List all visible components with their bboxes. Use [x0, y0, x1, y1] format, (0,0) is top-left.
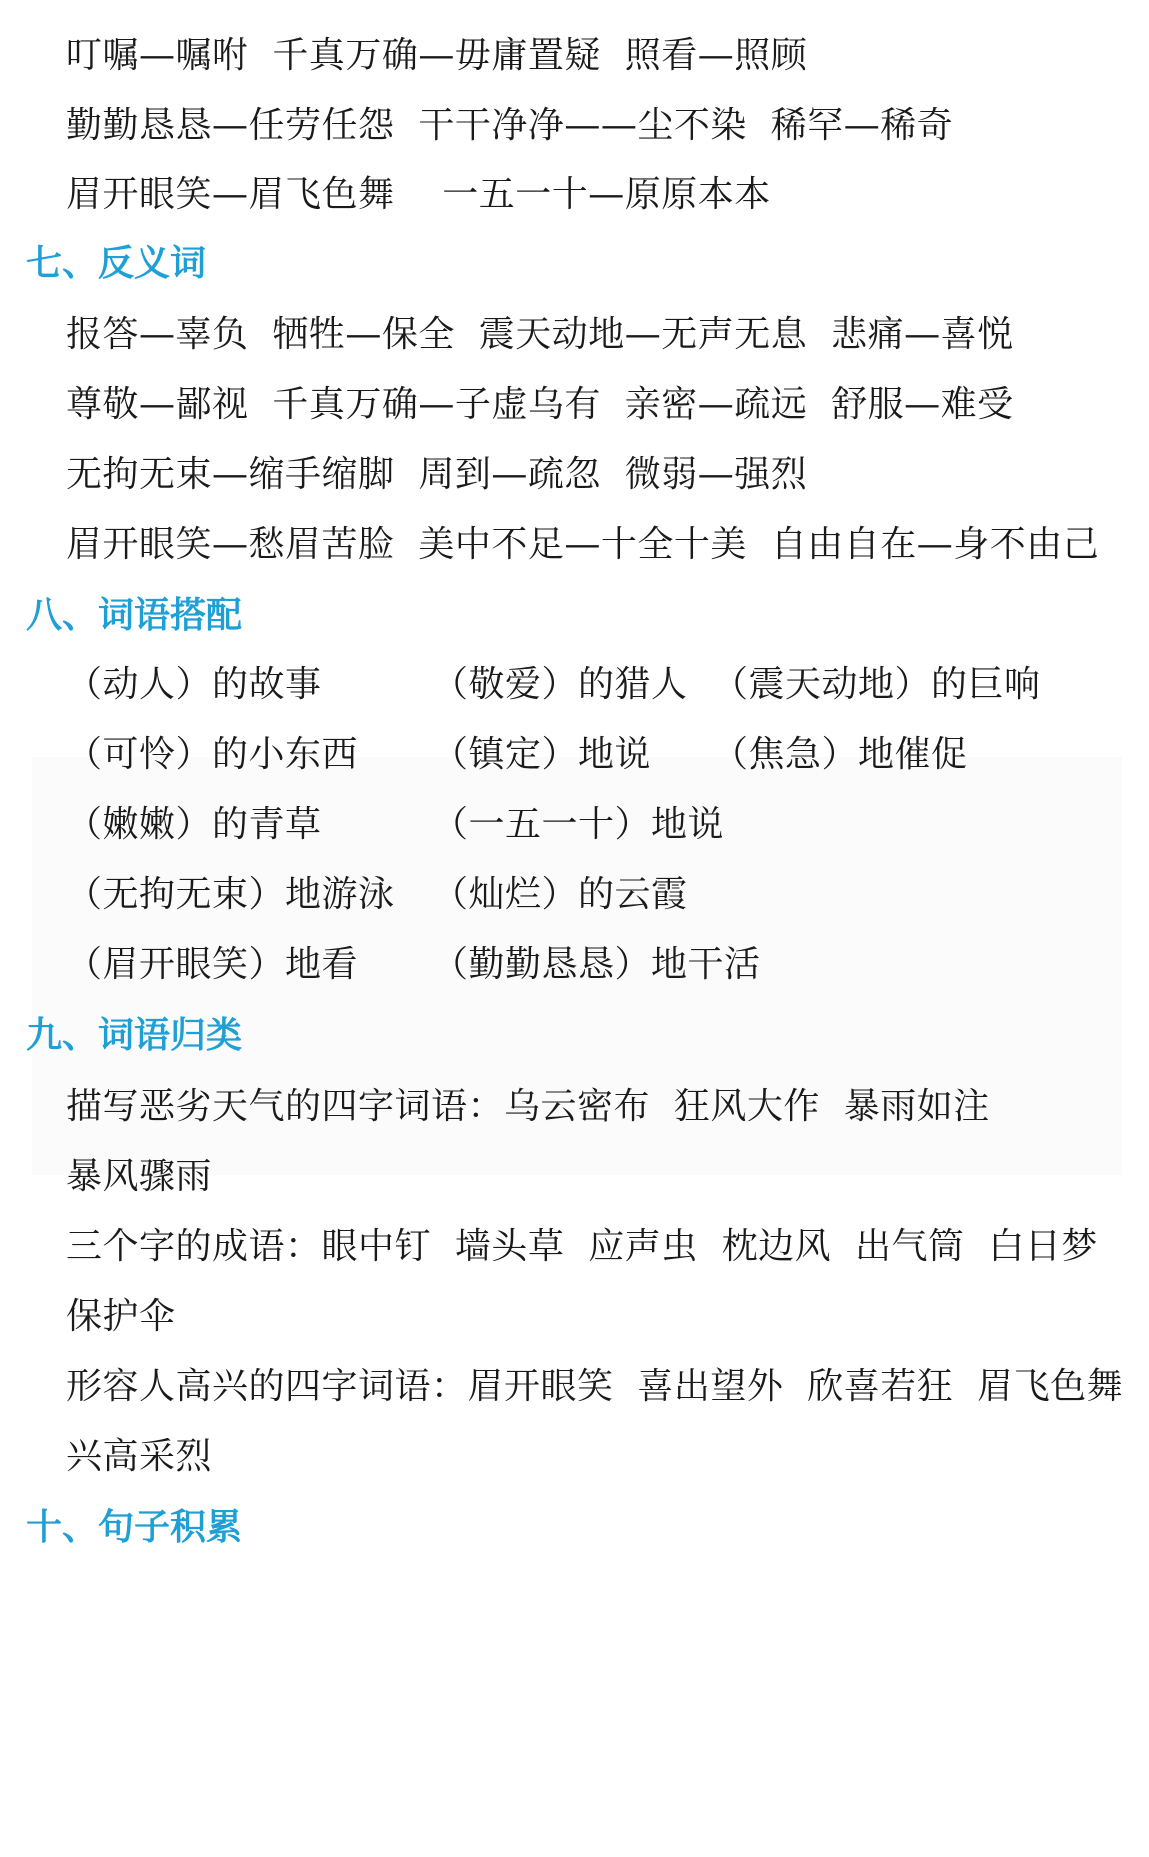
intro-line-3: 眉开眼笑—眉飞色舞 一五一十—原原本本	[66, 174, 771, 215]
section-heading-antonyms: 七、反义词	[26, 243, 207, 284]
section-heading-collocations: 八、词语搭配	[26, 595, 243, 636]
classification-line-5: 形容人高兴的四字词语：眉开眼笑 喜出望外 欣喜若狂 眉飞色舞	[66, 1366, 1124, 1407]
section-heading-classification: 九、词语归类	[26, 1015, 243, 1056]
classification-line-1: 描写恶劣天气的四字词语：乌云密布 狂风大作 暴雨如注	[66, 1086, 990, 1127]
classification-line-2: 暴风骤雨	[66, 1156, 213, 1197]
classification-line-3: 三个字的成语：眼中钉 墙头草 应声虫 枕边风 出气筒 白日梦	[66, 1226, 1098, 1267]
collocation-cell: （勤勤恳恳）地干活	[432, 944, 761, 985]
section-heading-sentences: 十、句子积累	[26, 1507, 243, 1548]
classification-line-4: 保护伞	[66, 1296, 176, 1337]
classification-line-6: 兴高采烈	[66, 1436, 213, 1477]
collocation-cell: （镇定）地说	[432, 734, 652, 775]
collocation-cell: （眉开眼笑）地看	[66, 944, 359, 985]
collocation-cell: （焦急）地催促	[712, 734, 968, 775]
intro-line-1: 叮嘱—嘱咐 千真万确—毋庸置疑 照看—照顾	[66, 35, 808, 76]
antonym-line-3: 无拘无束—缩手缩脚 周到—疏忽 微弱—强烈	[66, 454, 808, 495]
collocation-cell: （可怜）的小东西	[66, 734, 359, 775]
collocation-cell: （灿烂）的云霞	[432, 874, 688, 915]
collocation-cell: （无拘无束）地游泳	[66, 874, 395, 915]
collocation-cell: （一五一十）地说	[432, 804, 725, 845]
collocation-cell: （动人）的故事	[66, 664, 322, 705]
collocation-cell: （嫩嫩）的青草	[66, 804, 322, 845]
antonym-line-1: 报答—辜负 牺牲—保全 震天动地—无声无息 悲痛—喜悦	[66, 314, 1014, 355]
collocation-cell: （敬爱）的猎人	[432, 664, 688, 705]
intro-line-2: 勤勤恳恳—任劳任怨 干干净净——尘不染 稀罕—稀奇	[66, 105, 954, 146]
antonym-line-2: 尊敬—鄙视 千真万确—子虚乌有 亲密—疏远 舒服—难受	[66, 384, 1014, 425]
collocation-cell: （震天动地）的巨响	[712, 664, 1041, 705]
antonym-line-4: 眉开眼笑—愁眉苦脸 美中不足—十全十美 自由自在—身不由己	[66, 524, 1100, 565]
